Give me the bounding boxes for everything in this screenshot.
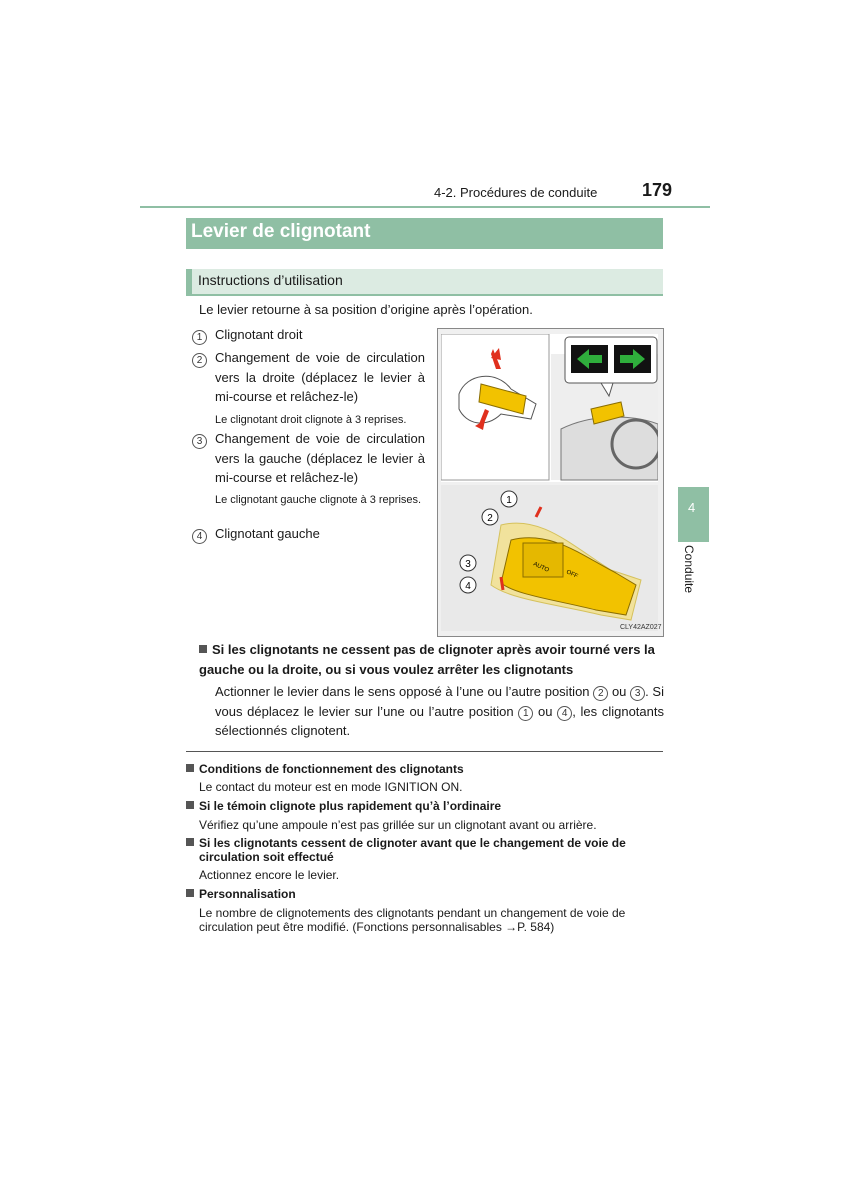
- item-text-1: Clignotant droit: [215, 327, 303, 342]
- lever-marking-auto: AUTO: [532, 561, 550, 574]
- item-number-4: 4: [192, 526, 207, 544]
- square-bullet-icon: [186, 764, 194, 772]
- footnote-heading-3: Si les clignotants cessent de clignoter avant que le changement de voie de circulation soit effectué: [186, 836, 664, 864]
- item-note-2: Le clignotant droit clignote à 3 reprises.: [215, 414, 407, 426]
- square-bullet-icon: [199, 645, 207, 653]
- footnote-heading-2: Si le témoin clignote plus rapidement qu’à l’ordinaire: [186, 799, 664, 813]
- ref-1: 1: [518, 706, 533, 721]
- square-bullet-icon: [186, 889, 194, 897]
- footnotes-divider: [186, 751, 663, 752]
- ref-2: 2: [593, 686, 608, 701]
- square-bullet-icon: [186, 838, 194, 846]
- item-text-3: Changement de voie de circulation vers la gauche (déplacez le levier à mi-course et relâchez-le): [215, 431, 425, 485]
- lever-dashboard-illustration: [441, 334, 658, 482]
- header-divider: [140, 206, 710, 208]
- footnote-heading-4: Personnalisation: [186, 887, 664, 901]
- chapter-tab-number: 4: [688, 500, 696, 515]
- square-bullet-icon: [186, 801, 194, 809]
- callout-4: 4: [465, 581, 471, 592]
- lever-marking-off: OFF: [565, 569, 579, 580]
- callout-3: 3: [465, 559, 471, 570]
- item-number-3: 3: [192, 431, 207, 449]
- section-note-body: Actionner le levier dans le sens opposé à l’une ou l’autre position 2 ou 3 . Si vous déplacez le levier sur l’une ou l’autre position 1 ou 4 , les clignotants sélectionnés clignotent.: [215, 684, 664, 738]
- subtitle-accent: [186, 269, 192, 294]
- figure-code: CLY42AZ027: [620, 624, 662, 631]
- ref-4: 4: [557, 706, 572, 721]
- footnote-body-2: Vérifiez qu’une ampoule n’est pas grillée sur un clignotant avant ou arrière.: [199, 818, 597, 832]
- callout-2: 2: [487, 513, 493, 524]
- figure-top-panel: [441, 334, 658, 482]
- running-header-section: 4-2. Procédures de conduite: [434, 185, 598, 200]
- section-note-heading: Si les clignotants ne cessent pas de clignoter après avoir tourné vers la gauche ou la droite, ou si vous voulez arrêter les clignotants: [199, 642, 655, 677]
- lever-positions-illustration: [441, 485, 658, 631]
- section-subtitle: Instructions d’utilisation: [198, 272, 343, 288]
- footnote-body-1: Le contact du moteur est en mode IGNITION ON.: [199, 780, 463, 794]
- ref-3: 3: [630, 686, 645, 701]
- page-number: 179: [642, 180, 673, 200]
- page-title: Levier de clignotant: [191, 221, 371, 242]
- callout-1: 1: [506, 495, 512, 506]
- item-text-2: Changement de voie de circulation vers la droite (déplacez le levier à mi-course et relâchez-le): [215, 350, 425, 404]
- figure-bottom-panel: [441, 485, 658, 631]
- item-note-3: Le clignotant gauche clignote à 3 reprises.: [215, 494, 422, 506]
- footnote-heading-1: Conditions de fonctionnement des clignotants: [186, 762, 664, 776]
- item-number-1: 1: [192, 327, 207, 345]
- footnote-body-3: Actionnez encore le levier.: [199, 868, 340, 882]
- intro-text: Le levier retourne à sa position d’origine après l’opération.: [199, 302, 533, 317]
- item-number-2: 2: [192, 350, 207, 368]
- item-text-4: Clignotant gauche: [215, 526, 320, 541]
- chapter-tab-label: Conduite: [682, 545, 696, 594]
- footnote-body-4: Le nombre de clignotements des clignotants pendant un changement de voie de circulation peut être modifié. (Fonctions personnalisables →P. 584): [199, 906, 626, 934]
